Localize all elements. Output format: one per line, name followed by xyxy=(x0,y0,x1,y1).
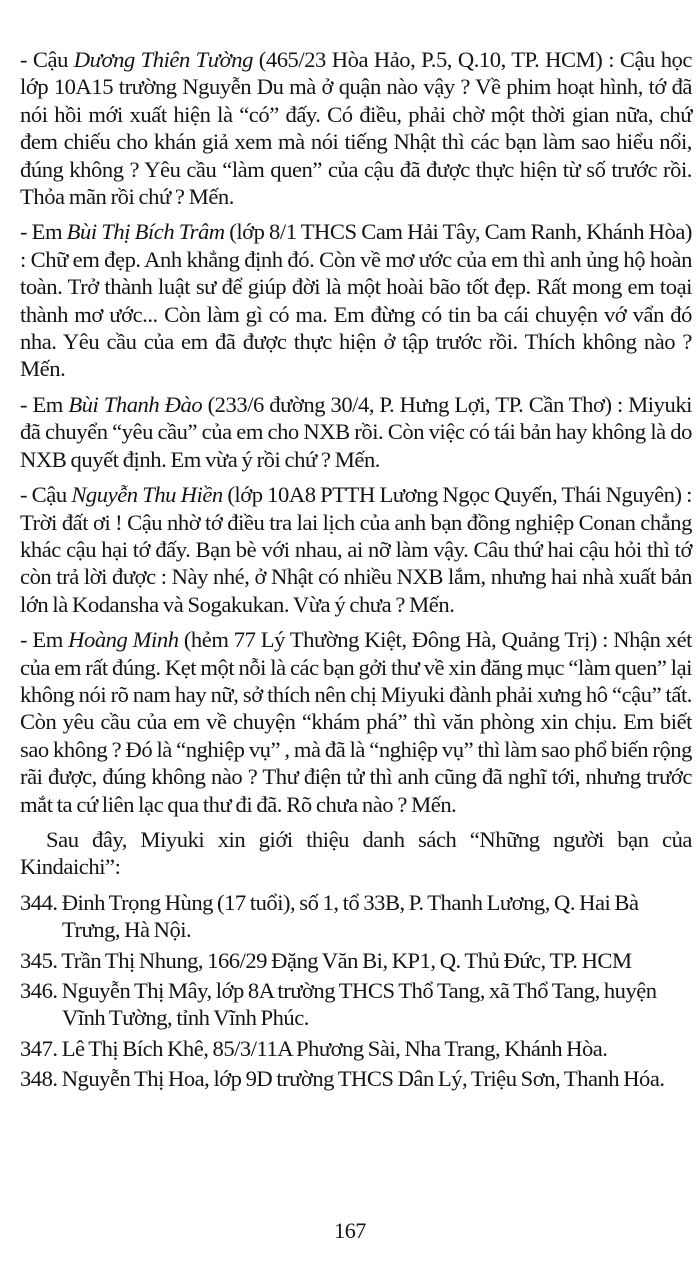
reader-name: Dương Thiên Tường xyxy=(73,47,253,72)
reply-text: (lớp 8/1 THCS Cam Hải Tây, Cam Ranh, Khánh Hòa) : Chữ em đẹp. Anh khẳng định đó. Còn về mơ ước của em thì anh ủng hộ hoàn toàn. Trở thành luật sư để giúp đời là một hoài bão tốt đẹp. Rất mong em toại thành mơ ước... Còn làm gì có ma. Em đừng có tin ba cái chuyện vớ vẩn đó nha. Yêu cầu của em đã được thực hiện ở tập trước rồi. Thích không nào ? Mến. xyxy=(20,219,692,382)
reply-text: (465/23 Hòa Hảo, P.5, Q.10, TP. HCM) : Cậu học lớp 10A15 trường Nguyễn Du mà ở quận nào vậy ? Về phim hoạt hình, tớ đã nói hồi mới xuất hiện là “có” đấy. Có điều, phải chờ một thời gian nữa, chứ đem chiếu cho khán giả xem mà nói tiếng Nhật thì các bạn làm sao hiểu nổi, đúng không ? Yêu cầu “làm quen” của cậu đã được thực hiện từ số trước rồi. Thỏa mãn rồi chứ ? Mến. xyxy=(20,47,692,210)
list-item xyxy=(20,1035,692,1062)
item-number: 344. xyxy=(20,889,58,915)
reply-letter xyxy=(20,626,692,818)
item-number: 345. xyxy=(20,947,58,973)
item-number: 348. xyxy=(20,1066,58,1092)
item-text: Nguyễn Thị Mây, lớp 8A trường THCS Thổ Tang, xã Thổ Tang, huyện Vĩnh Tường, tỉnh Vĩnh Phúc. xyxy=(61,978,657,1031)
salutation: - Em xyxy=(20,391,69,417)
list-item xyxy=(20,1065,692,1092)
list-item xyxy=(20,977,692,1032)
list-item xyxy=(20,889,692,944)
reader-name: Bùi Thanh Đào xyxy=(68,391,203,417)
page-number: 167 xyxy=(334,1218,366,1243)
salutation: - Em xyxy=(20,627,69,653)
item-number: 347. xyxy=(20,1035,58,1061)
item-number: 346. xyxy=(20,978,58,1003)
item-text: Lê Thị Bích Khê, 85/3/11A Phương Sài, Nha Trang, Khánh Hòa. xyxy=(61,1035,608,1061)
salutation: - Cậu xyxy=(20,482,72,508)
reply-letter xyxy=(20,46,692,210)
reply-text: (hẻm 77 Lý Thường Kiệt, Đông Hà, Quảng Trị) : Nhận xét của em rất đúng. Kẹt một nỗi là các bạn gởi thư về xin đăng mục “làm quen” lại không nói rõ nam hay nữ, sở thích nên chị Miyuki đành phải xưng hô “cậu” tất. Còn yêu cầu của em về chuyện “khám phá” thì văn phòng xin chịu. Em biết sao không ? Đó là “nghiệp vụ” , mà đã là “nghiệp vụ” thì làm sao phổ biến rộng rãi được, đúng không nào ? Thư điện tử thì anh cũng đã nghĩ tới, nhưng trước mắt ta cứ liên lạc qua thư đi đã. Rõ chưa nào ? Mến. xyxy=(20,627,692,817)
salutation: - Cậu xyxy=(20,47,74,72)
reply-letter xyxy=(20,391,692,473)
reader-name: Bùi Thị Bích Trâm xyxy=(66,219,225,245)
friends-intro: Sau đây, Miyuki xin giới thiệu danh sách “Những người bạn của Kindaichi”: xyxy=(20,826,692,880)
reply-letter xyxy=(20,481,692,618)
salutation: - Em xyxy=(20,219,67,245)
page-body xyxy=(20,46,692,1096)
item-text: Nguyễn Thị Hoa, lớp 9D trường THCS Dân Lý, Triệu Sơn, Thanh Hóa. xyxy=(61,1066,665,1092)
item-text: Đinh Trọng Hùng (17 tuổi), số 1, tổ 33B, P. Thanh Lương, Q. Hai Bà Trưng, Hà Nội. xyxy=(61,889,639,943)
reply-text: (lớp 10A8 PTTH Lương Ngọc Quyến, Thái Nguyên) : Trời đất ơi ! Cậu nhờ tớ điều tra lai lịch của anh bạn đồng nghiệp Conan chẳng khác cậu hại tớ đấy. Bạn bè với nhau, ai nỡ làm vậy. Câu thứ hai cậu hỏi thì tớ còn trả lời được : Này nhé, ở Nhật có nhiều NXB lắm, nhưng hai nhà xuất bản lớn là Kodansha và Sogakukan. Vừa ý chưa ? Mến. xyxy=(20,482,692,617)
reader-name: Nguyễn Thu Hiền xyxy=(71,482,223,508)
list-item xyxy=(20,947,692,974)
reply-letter xyxy=(20,218,692,382)
reader-name: Hoàng Minh xyxy=(68,627,179,653)
reply-text: (233/6 đường 30/4, P. Hưng Lợi, TP. Cần Thơ) : Miyuki đã chuyển “yêu cầu” của em cho NXB rồi. Còn việc có tái bản hay không là do NXB quyết định. Em vừa ý rồi chứ ? Mến. xyxy=(20,391,692,472)
item-text: Trần Thị Nhung, 166/29 Đặng Văn Bi, KP1, Q. Thủ Đức, TP. HCM xyxy=(61,947,632,973)
friends-list xyxy=(20,889,692,1093)
